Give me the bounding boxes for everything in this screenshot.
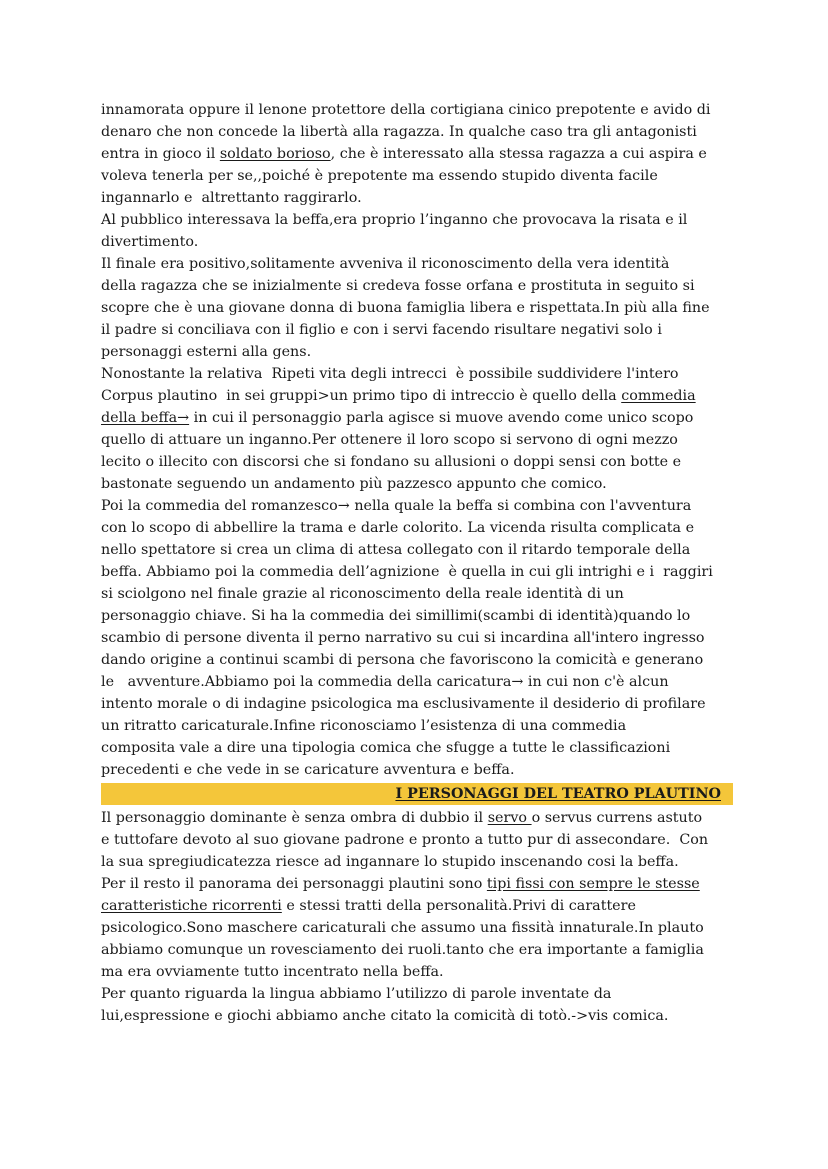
text-run: Per il resto il panorama dei personaggi plautini sono: [101, 876, 487, 892]
text-line: con lo scopo di abbellire la trama e darle colorito. La vicenda risulta complicata e: [101, 520, 695, 536]
text-run: in cui il personaggio parla agisce si muove avendo come unico scopo: [189, 410, 694, 426]
text-line: [101, 407, 733, 429]
text-line: abbiamo comunque un rovesciamento dei ruoli.tanto che era importante a famiglia: [101, 942, 704, 958]
text-line: quello di attuare un inganno.Per ottenere il loro scopo si servono di ogni mezzo: [101, 432, 678, 448]
section-heading: I PERSONAGGI DEL TEATRO PLAUTINO: [101, 783, 733, 805]
text-line: Il finale era positivo,solitamente avveniva il riconoscimento della vera identità: [101, 256, 670, 272]
text-line: della ragazza che se inizialmente si credeva fosse orfana e prostituta in seguito si: [101, 278, 695, 294]
text-line: voleva tenerla per se,,poiché è prepotente ma essendo stupido diventa facile: [101, 168, 658, 184]
text-line: dando origine a continui scambi di persona che favoriscono la comicità e generano: [101, 652, 704, 668]
text-line: [101, 143, 733, 165]
underlined-term: commedia: [621, 388, 696, 404]
text-line: Poi la commedia del romanzesco→ nella quale la beffa si combina con l'avventura: [101, 498, 692, 514]
text-line: Nonostante la relativa Ripeti vita degli intrecci è possibile suddividere l'intero: [101, 366, 679, 382]
text-line: il padre si conciliava con il figlio e con i servi facendo risultare negativi solo i: [101, 322, 662, 338]
text-run: e stessi tratti della personalità.Privi di carattere: [281, 898, 636, 914]
text-run: , che è interessato alla stessa ragazza a cui aspira e: [330, 146, 707, 162]
text-line: la sua spregiudicatezza riesce ad ingannare lo stupido inscenando cosi la beffa.: [101, 854, 679, 870]
underlined-term: servo: [487, 810, 532, 826]
text-line: personaggi esterni alla gens.: [101, 344, 312, 360]
text-line: nello spettatore si crea un clima di attesa collegato con il ritardo temporale della: [101, 542, 691, 558]
text-line: un ritratto caricaturale.Infine riconosciamo l’esistenza di una commedia: [101, 718, 627, 734]
text-line: beffa. Abbiamo poi la commedia dell’agnizione è quella in cui gli intrighi e i raggiri: [101, 564, 713, 580]
text-run: o servus currens astuto: [531, 810, 703, 826]
text-line: scopre che è una giovane donna di buona famiglia libera e rispettata.In più alla fine: [101, 300, 710, 316]
text-line: denaro che non concede la libertà alla ragazza. In qualche caso tra gli antagonisti: [101, 124, 697, 140]
text-line: bastonate seguendo un andamento più pazzesco appunto che comico.: [101, 476, 607, 492]
text-line: divertimento.: [101, 234, 199, 250]
text-line: [101, 807, 733, 829]
text-line: lui,espressione e giochi abbiamo anche citato la comicità di totò.->vis comica.: [101, 1008, 669, 1024]
text-line: innamorata oppure il lenone protettore della cortigiana cinico prepotente e avido di: [101, 102, 711, 118]
text-line: ingannarlo e altrettanto raggirarlo.: [101, 190, 362, 206]
text-run: entra in gioco il: [101, 146, 220, 162]
document-page: [101, 99, 733, 1027]
text-line: personaggio chiave. Si ha la commedia dei simillimi(scambi di identità)quando lo: [101, 608, 691, 624]
underlined-term: soldato borioso: [219, 146, 331, 162]
text-line: [101, 385, 733, 407]
text-run: Corpus plautino in sei gruppi>un primo tipo di intreccio è quello della: [101, 388, 622, 404]
underlined-term: della beffa→: [101, 410, 190, 426]
text-line: e tuttofare devoto al suo giovane padrone e pronto a tutto pur di assecondare. Con: [101, 832, 709, 848]
text-line: scambio di persone diventa il perno narrativo su cui si incardina all'intero ingresso: [101, 630, 705, 646]
text-line: ma era ovviamente tutto incentrato nella beffa.: [101, 964, 444, 980]
text-line: precedenti e che vede in se caricature avventura e beffa.: [101, 762, 515, 778]
text-line: Al pubblico interessava la beffa,era proprio l’inganno che provocava la risata e il: [101, 212, 688, 228]
text-line: Per quanto riguarda la lingua abbiamo l’utilizzo di parole inventate da: [101, 986, 612, 1002]
text-line: [101, 873, 733, 895]
text-line: le avventure.Abbiamo poi la commedia della caricatura→ in cui non c'è alcun: [101, 674, 669, 690]
text-line: psicologico.Sono maschere caricaturali che assumo una fissità innaturale.In plauto: [101, 920, 704, 936]
text-line: intento morale o di indagine psicologica ma esclusivamente il desiderio di profilare: [101, 696, 706, 712]
text-run: Il personaggio dominante è senza ombra di dubbio il: [101, 810, 488, 826]
underlined-term: caratteristiche ricorrenti: [101, 898, 282, 914]
text-line: si sciolgono nel finale grazie al riconoscimento della reale identità di un: [101, 586, 624, 602]
underlined-term: tipi fissi con sempre le stesse: [486, 876, 700, 892]
text-line: lecito o illecito con discorsi che si fondano su allusioni o doppi sensi con botte e: [101, 454, 682, 470]
text-line: [101, 895, 733, 917]
text-line: composita vale a dire una tipologia comica che sfugge a tutte le classificazioni: [101, 740, 671, 756]
